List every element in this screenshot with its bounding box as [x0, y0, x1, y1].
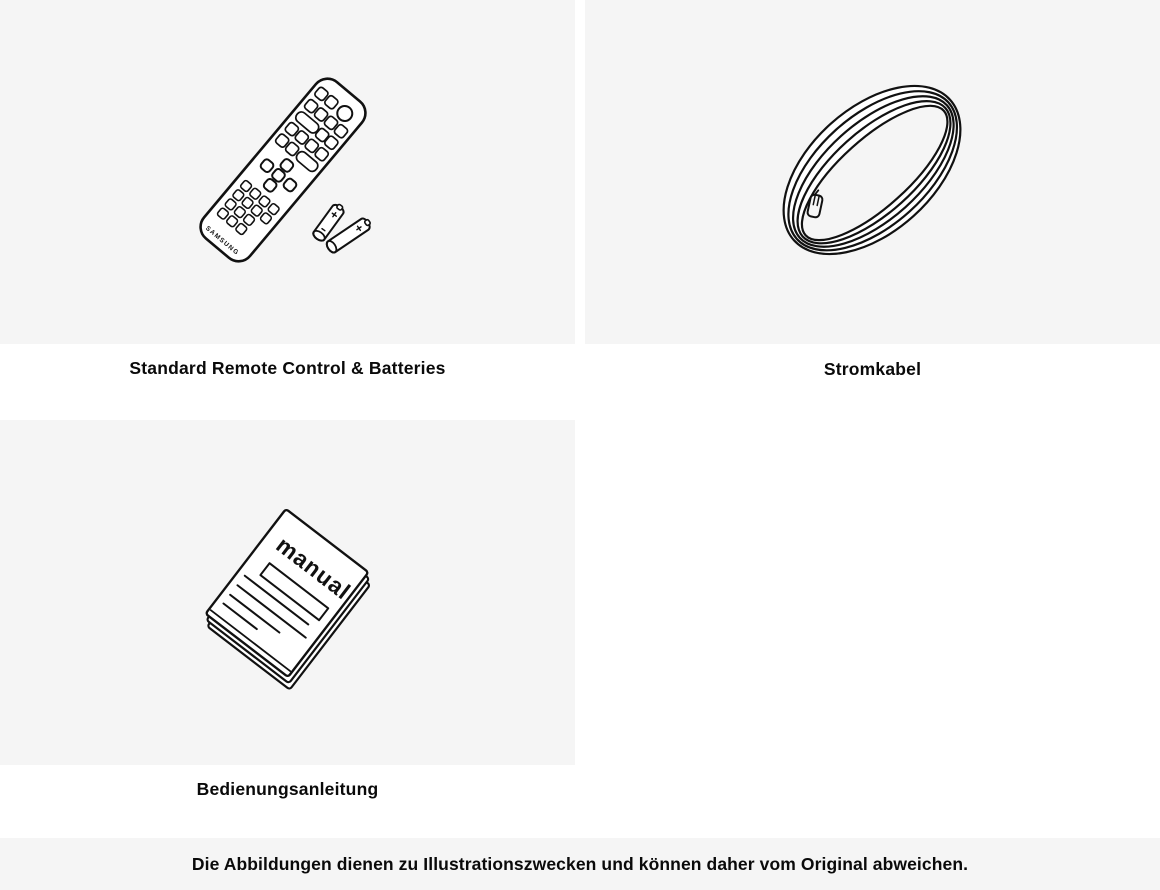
accessory-label-text: Bedienungsanleitung: [196, 779, 379, 799]
accessory-label-cable: [585, 344, 1160, 394]
manual-cover-text: manual: [271, 531, 356, 605]
disclaimer-bar: [0, 838, 1160, 890]
accessory-panel-manual: [0, 420, 575, 765]
accessory-label-remote: [0, 344, 575, 393]
accessory-label-manual: [0, 765, 575, 814]
cable-coil: [752, 54, 991, 287]
remote-control-illustration: [0, 0, 575, 344]
disclaimer-text: Die Abbildungen dienen zu Illustrationszwecken und können daher vom Original abweichen.: [191, 853, 969, 874]
accessory-panel-cable: [585, 0, 1160, 344]
manual-book: [200, 509, 375, 690]
user-manual-illustration: [0, 420, 575, 765]
remote-brand-text: SAMSUNG: [203, 224, 241, 258]
accessory-label-text: Stromkabel: [823, 358, 922, 379]
power-cable-illustration: [585, 0, 1160, 344]
accessory-label-text: Standard Remote Control & Batteries: [129, 358, 446, 378]
accessory-panel-remote: [0, 0, 575, 344]
